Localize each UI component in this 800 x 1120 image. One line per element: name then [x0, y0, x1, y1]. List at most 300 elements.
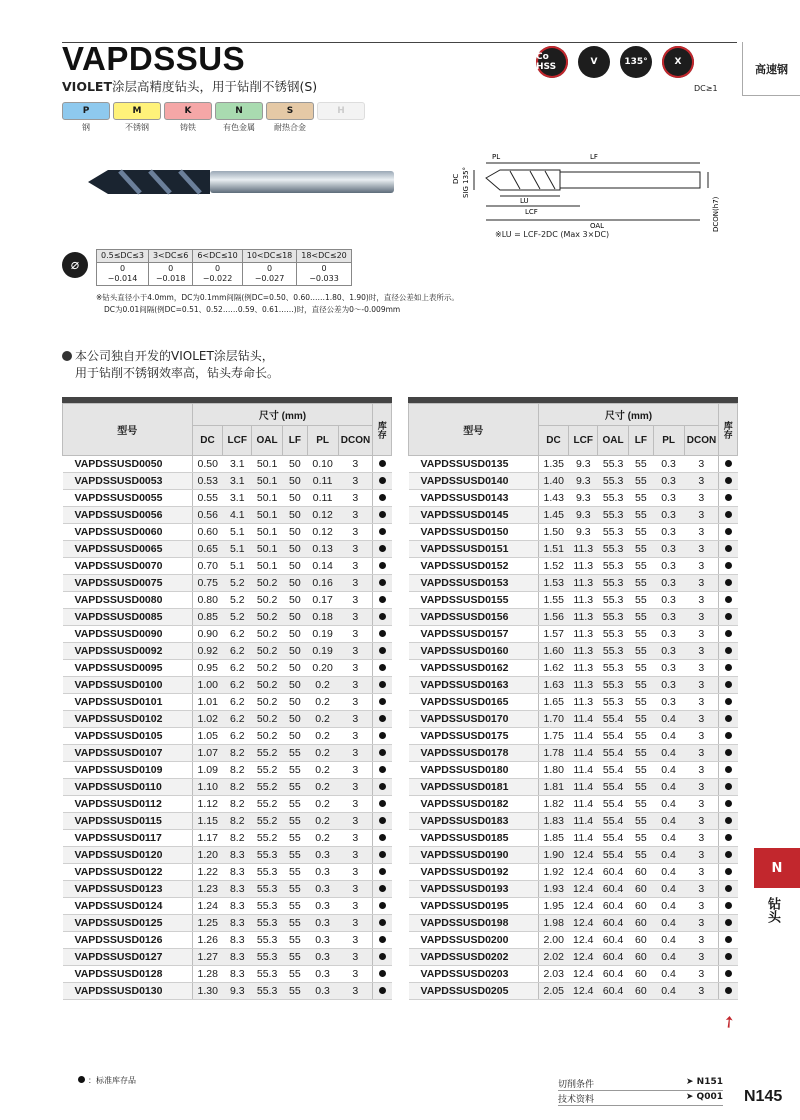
drill-image: [80, 162, 400, 202]
model-cell: VAPDSSUSD0122: [63, 864, 193, 881]
table-row: [409, 609, 738, 626]
value-cell: 11.4: [569, 796, 598, 813]
value-cell: 3: [684, 932, 719, 949]
value-cell: 55: [283, 745, 308, 762]
stock-cell: [373, 830, 392, 847]
note-line: DC为0.01间隔(例DC=0.51、0.52……0.59、0.61……)时，直径公差为0～-0.009mm: [104, 305, 401, 314]
table-row: [63, 575, 392, 592]
stock-cell: [373, 456, 392, 473]
stock-cell: [719, 524, 738, 541]
value-cell: 3: [684, 762, 719, 779]
value-cell: 60.4: [598, 881, 629, 898]
value-cell: 0.4: [653, 813, 684, 830]
stock-dot-icon: [379, 749, 386, 756]
value-cell: 0.56: [192, 507, 223, 524]
col-lf: LF: [283, 426, 308, 456]
value-cell: 12.4: [569, 983, 598, 1000]
stock-dot-icon: [725, 851, 732, 858]
value-cell: 3: [338, 473, 373, 490]
value-cell: 55.4: [598, 779, 629, 796]
table-row: [63, 915, 392, 932]
col-pl: PL: [653, 426, 684, 456]
value-cell: 5.2: [223, 609, 252, 626]
col-dc: DC: [538, 426, 569, 456]
value-cell: 55.3: [252, 881, 283, 898]
value-cell: 55: [629, 507, 654, 524]
value-cell: 50: [283, 626, 308, 643]
value-cell: 55.2: [252, 813, 283, 830]
stock-dot-icon: [379, 987, 386, 994]
value-cell: 1.70: [538, 711, 569, 728]
value-cell: 55.3: [252, 983, 283, 1000]
material-badge: [266, 102, 314, 133]
value-cell: 12.4: [569, 864, 598, 881]
value-cell: 50.1: [252, 524, 283, 541]
stock-cell: [373, 898, 392, 915]
value-cell: 0.3: [653, 694, 684, 711]
stock-cell: [719, 592, 738, 609]
value-cell: 50.2: [252, 728, 283, 745]
value-cell: 60: [629, 881, 654, 898]
value-cell: 3: [684, 745, 719, 762]
stock-dot-icon: [379, 494, 386, 501]
value-cell: 60.4: [598, 932, 629, 949]
stock-cell: [373, 881, 392, 898]
stock-dot-icon: [379, 851, 386, 858]
value-cell: 55: [629, 541, 654, 558]
value-cell: 50.2: [252, 626, 283, 643]
value-cell: 0.4: [653, 796, 684, 813]
stock-dot-icon: [379, 902, 386, 909]
value-cell: 5.1: [223, 524, 252, 541]
model-cell: VAPDSSUSD0170: [409, 711, 539, 728]
model-cell: VAPDSSUSD0120: [63, 847, 193, 864]
value-cell: 55: [629, 779, 654, 796]
value-cell: 50.2: [252, 592, 283, 609]
value-cell: 1.82: [538, 796, 569, 813]
tolerance-notes: [96, 292, 459, 316]
value-cell: 60: [629, 932, 654, 949]
stock-dot-icon: [379, 800, 386, 807]
model-cell: VAPDSSUSD0202: [409, 949, 539, 966]
stock-cell: [719, 915, 738, 932]
model-cell: VAPDSSUSD0180: [409, 762, 539, 779]
stock-cell: [373, 524, 392, 541]
table-row: [63, 592, 392, 609]
stock-cell: [719, 864, 738, 881]
stock-cell: [373, 762, 392, 779]
table-row: [63, 983, 392, 1000]
value-cell: 8.3: [223, 847, 252, 864]
value-cell: 0.4: [653, 830, 684, 847]
stock-cell: [373, 949, 392, 966]
value-cell: 3: [684, 694, 719, 711]
value-cell: 55: [629, 524, 654, 541]
value-cell: 0.3: [653, 456, 684, 473]
value-cell: 1.10: [192, 779, 223, 796]
table-row: [409, 847, 738, 864]
value-cell: 55.4: [598, 728, 629, 745]
value-cell: 0.4: [653, 915, 684, 932]
value-cell: 3: [338, 558, 373, 575]
value-cell: 1.45: [538, 507, 569, 524]
value-cell: 1.60: [538, 643, 569, 660]
value-cell: 0.17: [307, 592, 338, 609]
dimension-diagram: [450, 148, 730, 238]
value-cell: 50.1: [252, 558, 283, 575]
value-cell: 55.4: [598, 745, 629, 762]
value-cell: 55.3: [598, 660, 629, 677]
page-subtitle: [62, 77, 317, 95]
model-cell: VAPDSSUSD0101: [63, 694, 193, 711]
value-cell: 50: [283, 456, 308, 473]
stock-cell: [373, 745, 392, 762]
value-cell: 1.50: [538, 524, 569, 541]
value-cell: 55: [629, 762, 654, 779]
table-row: [409, 728, 738, 745]
stock-cell: [719, 507, 738, 524]
table-row: [409, 711, 738, 728]
value-cell: 3: [338, 592, 373, 609]
value-cell: 55.3: [598, 592, 629, 609]
bullet-icon: [62, 351, 72, 361]
value-cell: 3: [338, 898, 373, 915]
value-cell: 0.3: [653, 677, 684, 694]
col-model: 型号: [409, 404, 539, 456]
value-cell: 55.3: [598, 609, 629, 626]
value-cell: 0.90: [192, 626, 223, 643]
value-cell: 0.4: [653, 711, 684, 728]
value-cell: 0.4: [653, 983, 684, 1000]
stock-cell: [373, 966, 392, 983]
value-cell: 11.3: [569, 541, 598, 558]
stock-dot-icon: [725, 647, 732, 654]
legend: [78, 1075, 136, 1086]
value-cell: 6.2: [223, 643, 252, 660]
value-cell: 1.09: [192, 762, 223, 779]
feature-line: 用于钻削不锈钢效率高，钻头寿命长。: [75, 366, 280, 380]
value-cell: 55.3: [598, 490, 629, 507]
stock-cell: [719, 983, 738, 1000]
value-cell: 6.2: [223, 728, 252, 745]
value-cell: 55.3: [598, 541, 629, 558]
table-row: [63, 745, 392, 762]
value-cell: 0.3: [653, 626, 684, 643]
value-cell: 3: [684, 660, 719, 677]
material-code: H: [317, 102, 365, 120]
value-cell: 8.3: [223, 881, 252, 898]
value-cell: 1.02: [192, 711, 223, 728]
value-cell: 55: [629, 728, 654, 745]
value-cell: 9.3: [569, 524, 598, 541]
feature-line: 本公司独自开发的VIOLET涂层钻头，: [75, 349, 274, 363]
value-cell: 1.22: [192, 864, 223, 881]
model-cell: VAPDSSUSD0151: [409, 541, 539, 558]
value-cell: 0.75: [192, 575, 223, 592]
value-cell: 0.3: [307, 949, 338, 966]
value-cell: 50.2: [252, 575, 283, 592]
table-row: [63, 966, 392, 983]
stock-dot-icon: [725, 630, 732, 637]
value-cell: 55.4: [598, 847, 629, 864]
value-cell: 3: [684, 898, 719, 915]
table-row: [63, 490, 392, 507]
value-cell: 60: [629, 949, 654, 966]
value-cell: 3: [684, 541, 719, 558]
value-cell: 1.83: [538, 813, 569, 830]
value-cell: 55.3: [598, 473, 629, 490]
value-cell: 3: [684, 796, 719, 813]
col-oal: OAL: [252, 426, 283, 456]
value-cell: 50: [283, 592, 308, 609]
continue-arrow-icon: ➚: [717, 1009, 740, 1034]
value-cell: 9.3: [569, 490, 598, 507]
value-cell: 11.4: [569, 830, 598, 847]
table-row: [409, 541, 738, 558]
stock-cell: [373, 847, 392, 864]
value-cell: 9.3: [569, 473, 598, 490]
value-cell: 3: [338, 745, 373, 762]
value-cell: 0.4: [653, 898, 684, 915]
value-cell: 60: [629, 915, 654, 932]
diagram-pl: PL: [492, 153, 501, 161]
table-row: [409, 507, 738, 524]
value-cell: 3: [338, 524, 373, 541]
stock-cell: [719, 643, 738, 660]
stock-dot-icon: [78, 1076, 85, 1083]
value-cell: 8.2: [223, 830, 252, 847]
value-cell: 55: [283, 762, 308, 779]
value-cell: 8.2: [223, 796, 252, 813]
value-cell: 0.19: [307, 643, 338, 660]
value-cell: 3: [338, 643, 373, 660]
co-hss-icon: Co HSS: [536, 46, 568, 78]
stock-cell: [373, 932, 392, 949]
stock-cell: [719, 898, 738, 915]
value-cell: 55.3: [252, 847, 283, 864]
value-cell: 3: [684, 490, 719, 507]
table-row: [63, 864, 392, 881]
table-row: [63, 847, 392, 864]
stock-cell: [373, 983, 392, 1000]
model-cell: VAPDSSUSD0123: [63, 881, 193, 898]
model-cell: VAPDSSUSD0117: [63, 830, 193, 847]
value-cell: 0.2: [307, 813, 338, 830]
value-cell: 3.1: [223, 473, 252, 490]
value-cell: 3: [338, 694, 373, 711]
stock-dot-icon: [725, 902, 732, 909]
model-cell: VAPDSSUSD0105: [63, 728, 193, 745]
value-cell: 50.1: [252, 473, 283, 490]
page-number: N145: [744, 1088, 783, 1105]
ref-technical-data[interactable]: 技术资料 ➤ Q001: [558, 1092, 723, 1105]
material-badges: [62, 102, 365, 133]
tol-value: 0 −0.022: [193, 263, 242, 286]
table-row: [63, 677, 392, 694]
value-cell: 55.3: [252, 949, 283, 966]
value-cell: 55: [629, 813, 654, 830]
value-cell: 55: [629, 490, 654, 507]
col-lf: LF: [629, 426, 654, 456]
value-cell: 11.3: [569, 609, 598, 626]
value-cell: 1.35: [538, 456, 569, 473]
legend-text: ：标准库存品: [88, 1076, 136, 1085]
stock-dot-icon: [379, 647, 386, 654]
value-cell: 3: [338, 762, 373, 779]
table-row: [63, 524, 392, 541]
col-dims: 尺寸 (mm): [192, 404, 373, 426]
col-dc: DC: [192, 426, 223, 456]
value-cell: 3: [684, 813, 719, 830]
value-cell: 55: [283, 847, 308, 864]
value-cell: 3: [684, 915, 719, 932]
model-cell: VAPDSSUSD0102: [63, 711, 193, 728]
stock-cell: [373, 864, 392, 881]
value-cell: 0.12: [307, 524, 338, 541]
table-row: [63, 881, 392, 898]
value-cell: 0.95: [192, 660, 223, 677]
table-row: [409, 932, 738, 949]
value-cell: 0.70: [192, 558, 223, 575]
value-cell: 8.2: [223, 762, 252, 779]
model-cell: VAPDSSUSD0107: [63, 745, 193, 762]
table-row: [63, 932, 392, 949]
stock-cell: [373, 541, 392, 558]
model-cell: VAPDSSUSD0090: [63, 626, 193, 643]
value-cell: 3: [338, 490, 373, 507]
value-cell: 1.26: [192, 932, 223, 949]
table-row: [409, 898, 738, 915]
stock-cell: [719, 694, 738, 711]
value-cell: 3: [338, 711, 373, 728]
value-cell: 3.1: [223, 490, 252, 507]
value-cell: 3: [684, 711, 719, 728]
model-cell: VAPDSSUSD0127: [63, 949, 193, 966]
stock-cell: [373, 575, 392, 592]
value-cell: 60.4: [598, 949, 629, 966]
diagram-oal: OAL: [590, 222, 605, 230]
table-row: [63, 541, 392, 558]
value-cell: 0.3: [307, 915, 338, 932]
table-row: [63, 711, 392, 728]
value-cell: 50: [283, 541, 308, 558]
value-cell: 50: [283, 524, 308, 541]
model-cell: VAPDSSUSD0198: [409, 915, 539, 932]
stock-dot-icon: [725, 868, 732, 875]
value-cell: 0.4: [653, 847, 684, 864]
value-cell: 3: [338, 779, 373, 796]
table-row: [409, 949, 738, 966]
material-code: S: [266, 102, 314, 120]
value-cell: 0.2: [307, 694, 338, 711]
model-cell: VAPDSSUSD0203: [409, 966, 539, 983]
value-cell: 55.4: [598, 796, 629, 813]
col-pl: PL: [307, 426, 338, 456]
stock-cell: [373, 609, 392, 626]
stock-dot-icon: [379, 783, 386, 790]
section-tab[interactable]: N: [754, 848, 800, 888]
value-cell: 50: [283, 694, 308, 711]
value-cell: 1.75: [538, 728, 569, 745]
tol-value: 0 −0.027: [242, 263, 297, 286]
model-cell: VAPDSSUSD0080: [63, 592, 193, 609]
stock-dot-icon: [725, 681, 732, 688]
category-tag: 高速钢: [742, 42, 800, 96]
table-row: [63, 626, 392, 643]
table-row: [409, 830, 738, 847]
value-cell: 60.4: [598, 966, 629, 983]
value-cell: 3: [338, 609, 373, 626]
value-cell: 9.3: [569, 456, 598, 473]
stock-dot-icon: [725, 783, 732, 790]
tol-range: 0.5≤DC≤3: [97, 250, 149, 263]
value-cell: 3: [684, 966, 719, 983]
note-line: ※钻头直径小于4.0mm，DC为0.1mm间隔(例DC=0.50、0.60……1.80、1.90)时，直径公差如上表所示。: [96, 293, 459, 302]
value-cell: 0.3: [653, 507, 684, 524]
value-cell: 55: [629, 677, 654, 694]
stock-dot-icon: [379, 528, 386, 535]
material-badge: [113, 102, 161, 133]
value-cell: 2.03: [538, 966, 569, 983]
value-cell: 1.17: [192, 830, 223, 847]
stock-dot-icon: [725, 528, 732, 535]
table-row: [63, 779, 392, 796]
value-cell: 60: [629, 898, 654, 915]
stock-cell: [719, 830, 738, 847]
model-cell: VAPDSSUSD0152: [409, 558, 539, 575]
value-cell: 55: [283, 864, 308, 881]
value-cell: 0.2: [307, 728, 338, 745]
col-stock: 库存: [719, 404, 738, 456]
material-label: 耐热合金: [274, 123, 306, 132]
value-cell: 0.18: [307, 609, 338, 626]
value-cell: 0.2: [307, 745, 338, 762]
value-cell: 1.98: [538, 915, 569, 932]
value-cell: 3: [338, 915, 373, 932]
model-cell: VAPDSSUSD0050: [63, 456, 193, 473]
stock-dot-icon: [379, 919, 386, 926]
value-cell: 55: [283, 983, 308, 1000]
stock-dot-icon: [725, 834, 732, 841]
value-cell: 1.51: [538, 541, 569, 558]
table-row: [63, 558, 392, 575]
value-cell: 3: [684, 456, 719, 473]
col-stock: 库存: [373, 404, 392, 456]
stock-cell: [719, 711, 738, 728]
value-cell: 8.3: [223, 915, 252, 932]
value-cell: 0.4: [653, 779, 684, 796]
tol-range: 3<DC≤6: [148, 250, 192, 263]
table-row: [409, 643, 738, 660]
table-row: [63, 507, 392, 524]
value-cell: 0.11: [307, 473, 338, 490]
table-row: [63, 643, 392, 660]
value-cell: 0.10: [307, 456, 338, 473]
model-cell: VAPDSSUSD0205: [409, 983, 539, 1000]
stock-dot-icon: [725, 936, 732, 943]
spec-table-left: [62, 403, 392, 1000]
value-cell: 55.3: [252, 898, 283, 915]
value-cell: 11.3: [569, 626, 598, 643]
value-cell: 3: [684, 881, 719, 898]
table-row: [409, 660, 738, 677]
model-cell: VAPDSSUSD0100: [63, 677, 193, 694]
material-badge: [317, 102, 365, 133]
subtitle-text: 涂层高精度钻头，用于钻削不锈钢(S): [111, 79, 318, 94]
model-cell: VAPDSSUSD0085: [63, 609, 193, 626]
ref-cutting-conditions[interactable]: 切削条件 ➤ N151: [558, 1077, 723, 1090]
value-cell: 3: [684, 983, 719, 1000]
